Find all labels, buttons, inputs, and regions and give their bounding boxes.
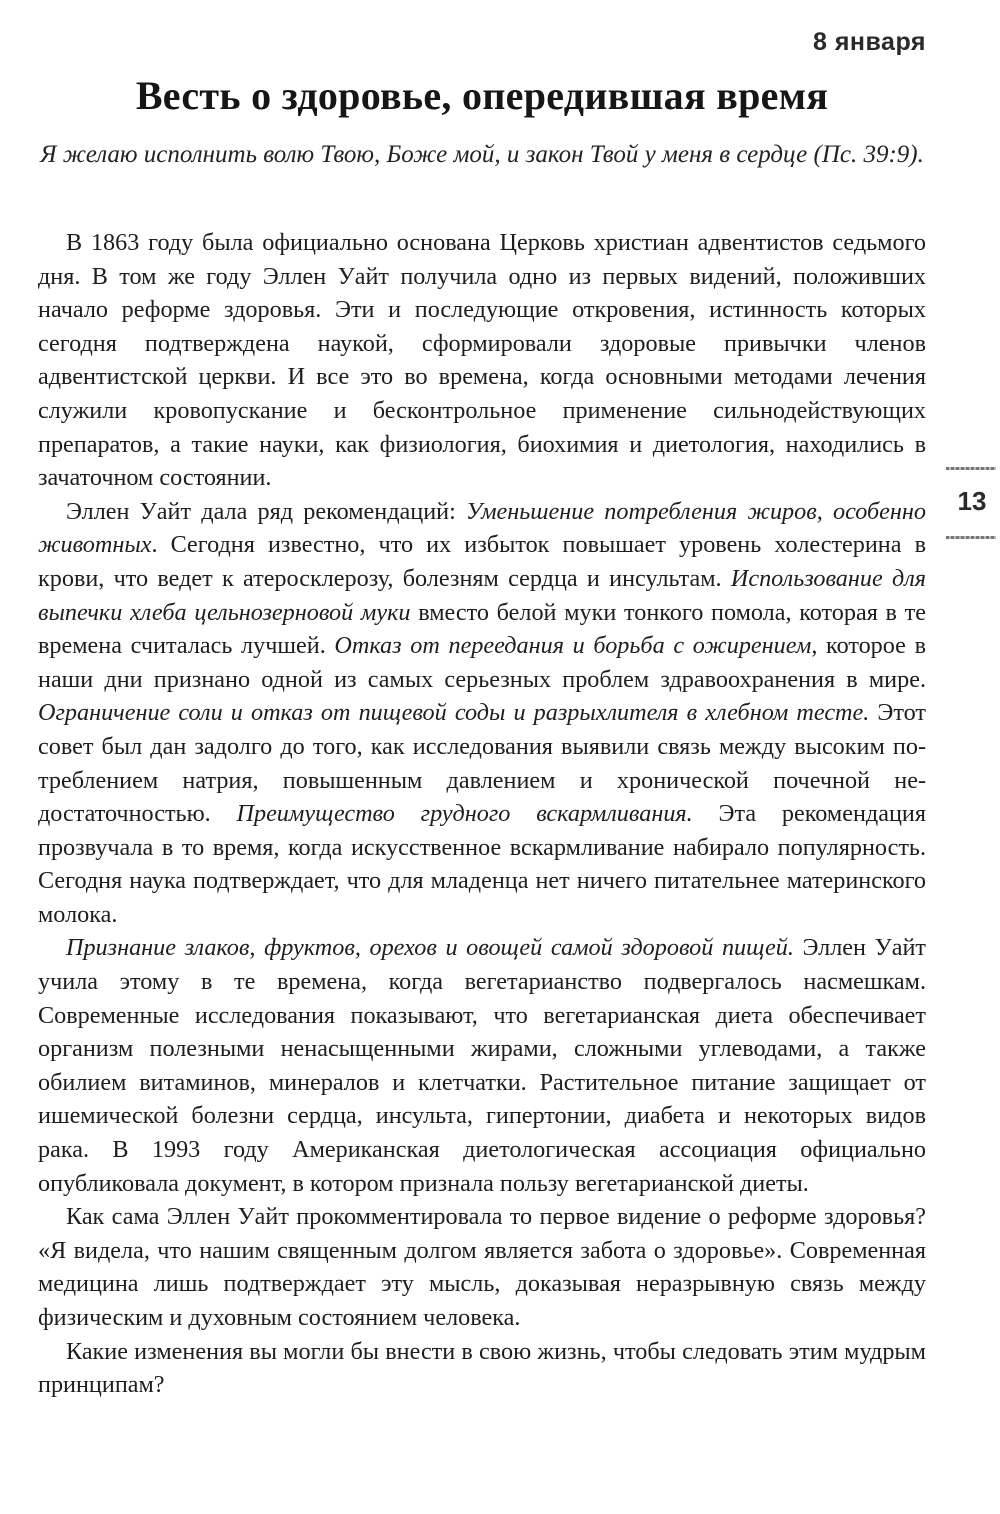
text-run: Эллен Уайт дала ряд рекомендаций:: [66, 497, 467, 525]
text-run: Эллен Уайт учила этому в те времена, когда вегетарианство подвергалось насмешкам. Современные исследования показывают, что вегетарианская диета обеспечивает организм полезными ненасыщенными жирами, сложными углеводами, а также обилием витаминов, минералов и клетчатки. Растительное питание защищает от ишемической болезни сердца, инсульта, гипертонии, диабета и некоторых видов рака. В 1993 году Американская диетологическая ассоциация официально опубликовала документ, в котором признала пользу вегетарианской диеты.: [38, 934, 926, 1197]
text-run: . Сегодня известно, что их избыток повышает уровень холестерина в крови, что ведет к атеросклерозу, болезням сердца и инсультам.: [38, 531, 926, 592]
page-title: Весть о здоровье, опередившая время: [135, 73, 829, 118]
text-run: вместо белой муки тонкого помола, которая в те времена считалась лучшей.: [38, 598, 926, 660]
paragraph: [38, 1335, 926, 1402]
page-number: [944, 466, 1000, 517]
italic-run: Признание злаков, фруктов, орехов и овощей самой здоровой пищей.: [66, 934, 794, 962]
page-number-text: 13: [957, 486, 987, 516]
page-date: 8 января: [812, 28, 926, 56]
italic-run: Уменьшение потребления жиров, особенно животных: [38, 497, 926, 559]
page-number-rule-bottom: [946, 536, 996, 539]
paragraph: [38, 1200, 926, 1334]
text-run: Этот совет был дан задолго до того, как исследования выявили связь между высоким потреблением натрия, повышенным давлением и хронической почечной недостаточностью.: [38, 699, 926, 828]
italic-run: Ограничение соли и отказ от пищевой соды и разрыхлителя в хлебном тесте.: [38, 699, 870, 727]
body-text: [38, 226, 926, 1402]
text-run: , которое в наши дни признано одной из самых серьезных проблем здравоохранения в мире.: [38, 632, 926, 693]
paragraph: [38, 226, 926, 495]
paragraph: [38, 495, 926, 932]
paragraph: [38, 931, 926, 1200]
text-run: В 1863 году была официально основана Церковь христиан адвентистов седьмого дня. В том же году Эллен Уайт получила одно из первых видений, положивших начало реформе здоровья. Эти и последующие откровения, истинность которых сегодня подтверждена наукой, сформировали здоровые привычки членов адвентистской церкви. И все это во времена, когда основными методами лечения служили кровопускание и бесконтрольное применение сильнодействующих препаратов, а такие науки, как физиология, биохимия и диетология, находились в зачаточном состоянии.: [38, 229, 926, 492]
italic-run: Преимущество грудного вскармливания.: [236, 800, 693, 828]
italic-run: Использование для выпечки хлеба цельнозерновой муки: [38, 564, 926, 626]
italic-run: Отказ от переедания и борьба с ожирением: [334, 632, 812, 660]
text-run: Какие изменения вы могли бы внести в свою жизнь, чтобы следовать этим мудрым принципам?: [38, 1337, 926, 1399]
text-run: Как сама Эллен Уайт прокомментировала то первое видение о реформе здоровья? «Я видела, что нашим священным долгом является забота о здоровье». Современная медицина лишь подтверждает эту мысль, доказывая неразрывную связь между физическим и духовным состоянием человека.: [38, 1203, 926, 1331]
text-run: Эта рекомендация прозвучала в то время, когда искусственное вскармливание набирало популярность. Сегодня наука подтверждает, что для младенца нет ничего питательнее материнского молока.: [38, 800, 926, 928]
epigraph: Я желаю исполнить волю Твою, Боже мой, и закон Твой у меня в сердце (Пс. 39:9).: [40, 141, 924, 168]
